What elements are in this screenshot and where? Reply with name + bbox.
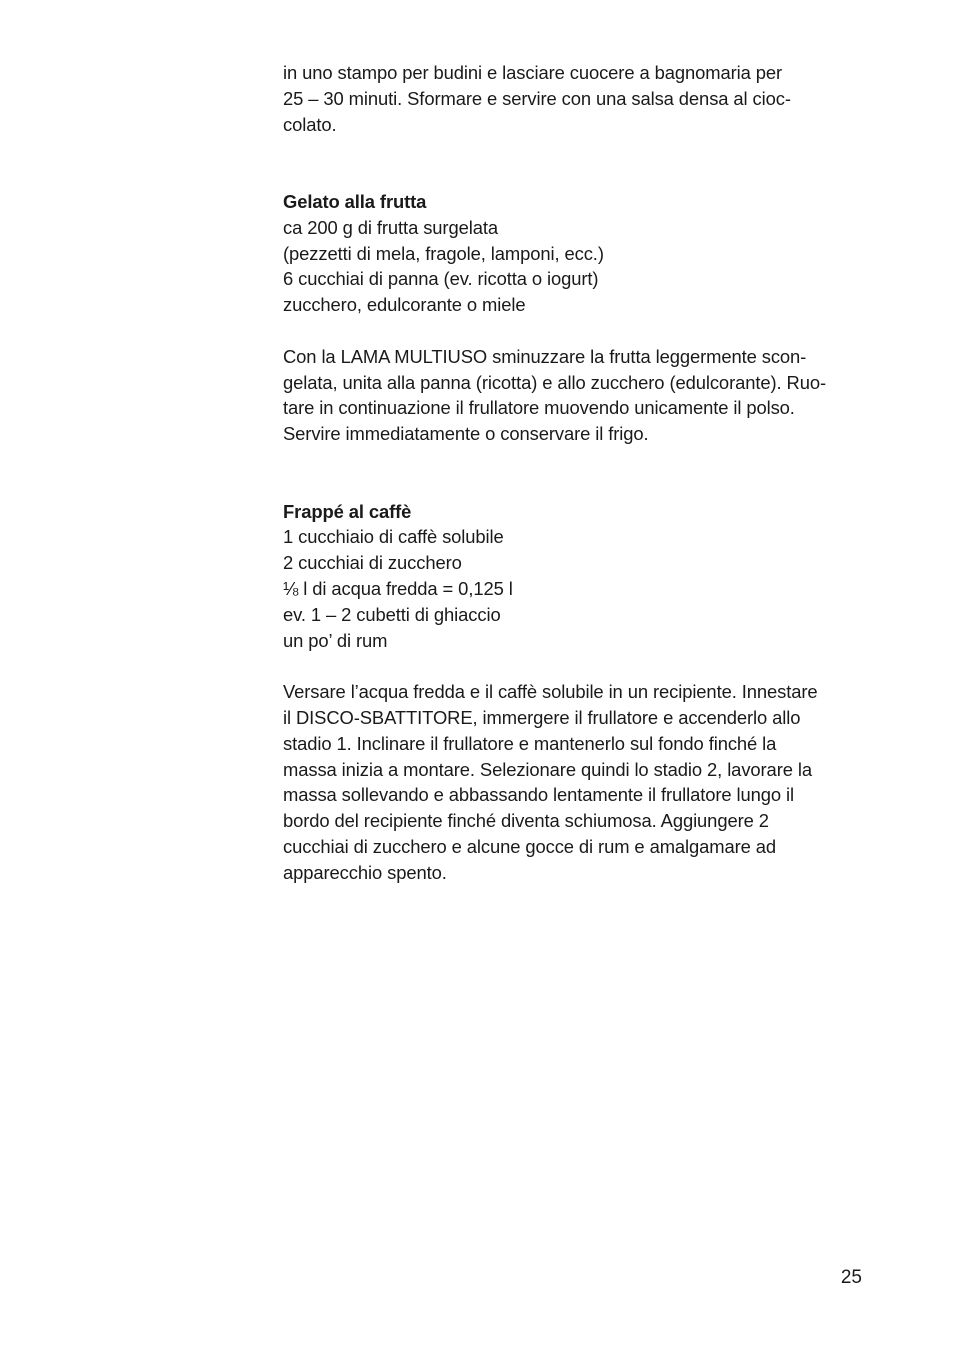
ingredient-line: zucchero, edulcorante o miele [283, 294, 526, 316]
gelato-title: Gelato alla frutta [283, 190, 427, 212]
recipe-column [283, 60, 873, 886]
method-line: bordo del recipiente finché diventa schiumosa. Aggiungere 2 [283, 810, 769, 832]
method-line: il DISCO-SBATTITORE, immergere il frullatore e accenderlo allo [283, 706, 801, 728]
spacer [283, 318, 873, 344]
method-line: tare in continuazione il frullatore muovendo unicamente il polso. [283, 397, 795, 419]
frappe-recipe [283, 499, 873, 886]
ingredient-line: (pezzetti di mela, fragole, lamponi, ecc.) [283, 242, 604, 264]
method-line: massa inizia a montare. Selezionare quindi lo stadio 2, lavorare la [283, 758, 812, 780]
method-line: apparecchio spento. [283, 861, 447, 883]
method-line: massa sollevando e abbassando lentamente il frullatore lungo il [283, 784, 795, 806]
method-line: stadio 1. Inclinare il frullatore e mantenerlo sul fondo finché la [283, 732, 777, 754]
page-number: 25 [840, 1267, 862, 1288]
ingredient-line: ca 200 g di frutta surgelata [283, 216, 498, 238]
method-line: cucchiai di zucchero e alcune gocce di rum e amalgamare ad [283, 835, 777, 857]
ingredient-line: ev. 1 – 2 cubetti di ghiaccio [283, 603, 501, 625]
ingredient-line: 1 cucchiaio di caffè solubile [283, 526, 504, 548]
ingredient-line: un po’ di rum [283, 629, 388, 651]
frappe-title: Frappé al caffè [283, 500, 412, 522]
method-line: Con la LAMA MULTIUSO sminuzzare la frutta leggermente scon- [283, 345, 807, 367]
gelato-recipe [283, 189, 873, 447]
method-line: Versare l’acqua fredda e il caffè solubile in un recipiente. Innestare [283, 681, 818, 703]
spacer [283, 137, 873, 189]
ingredient-line: ⅛ l di acqua fredda = 0,125 l [283, 577, 513, 599]
method-line: Servire immediatamente o conservare il frigo. [283, 423, 649, 445]
ingredient-line: 6 cucchiai di panna (ev. ricotta o iogurt) [283, 268, 599, 290]
spacer [283, 653, 873, 679]
method-line: gelata, unita alla panna (ricotta) e allo zucchero (edulcorante). Ruo- [283, 371, 826, 393]
intro-line: colato. [283, 113, 337, 135]
spacer [283, 447, 873, 499]
intro-line: 25 – 30 minuti. Sformare e servire con una salsa densa al cioc- [283, 87, 791, 109]
intro-paragraph [283, 60, 873, 137]
intro-line: in uno stampo per budini e lasciare cuocere a bagnomaria per [283, 62, 783, 83]
ingredient-line: 2 cucchiai di zucchero [283, 552, 462, 574]
